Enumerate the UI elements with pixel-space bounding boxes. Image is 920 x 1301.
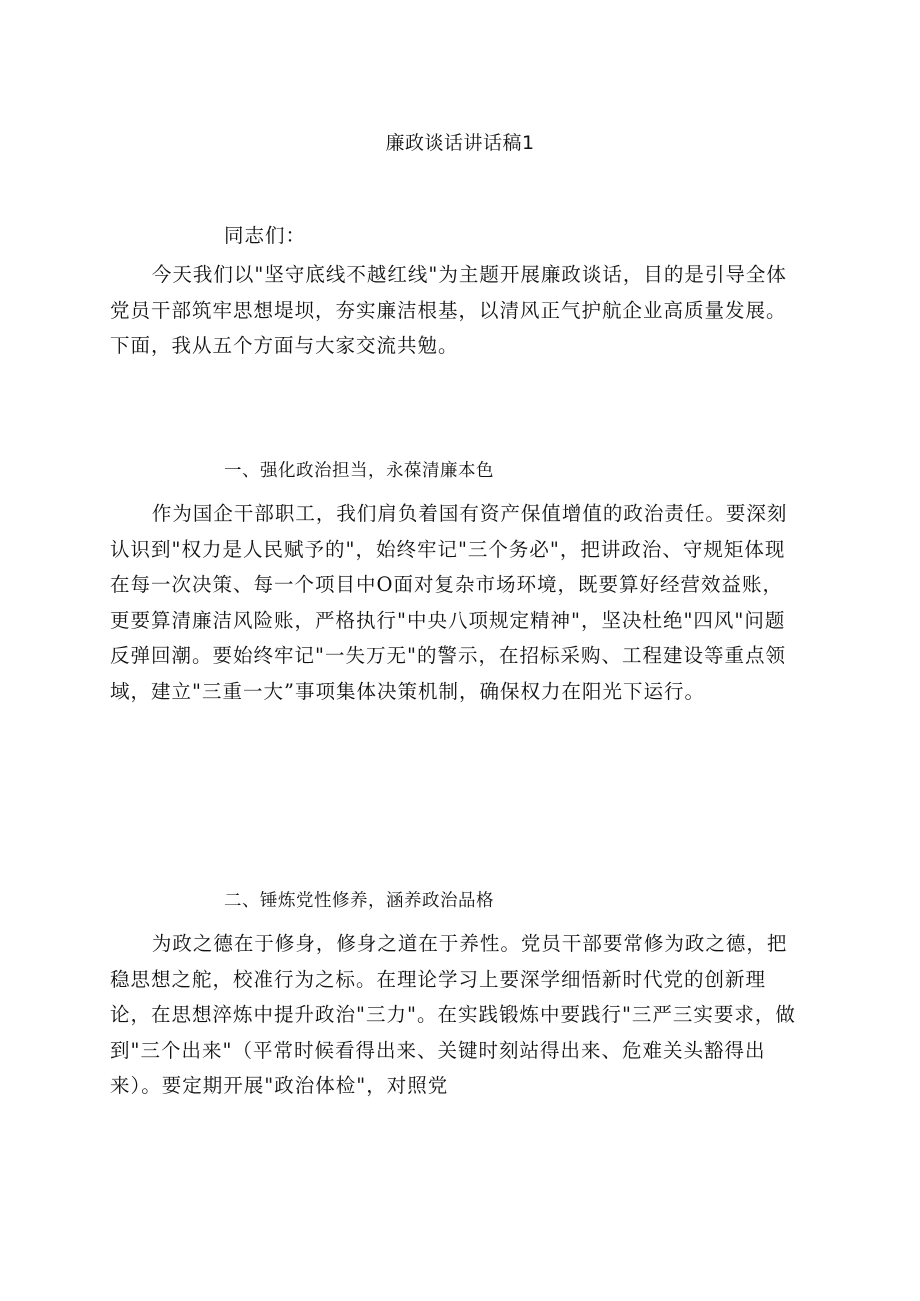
- document-title: 廉政谈话讲话稿1: [385, 132, 535, 154]
- section-heading-2: 二、锤炼党性修养，涵养政治品格: [224, 891, 494, 911]
- greeting: 同志们：: [224, 224, 307, 247]
- section-body-1: 作为国企干部职工，我们肩负着国有资产保值增值的政治责任。要深刻认识到"权力是人民赋予的"，始终牢记"三个务必"，把讲政治、守规矩体现在每一次决策、每一个项目中O面对复杂市场环境，既要算好经营效益账，更要算清廉洁风险账，严格执行"中央八项规定精神"，坚决杜绝"四风"问题反弹回潮。要始终牢记"一失万无"的警示，在招标采购、工程建设等重点领域，建立"三重一大”事项集体决策机制，确保权力在阳光下运行。: [110, 502, 788, 703]
- section-body-2: 为政之德在于修身，修身之道在于养性。党员干部要常修为政之德，把稳思想之舵，校准行为之标。在理论学习上要深学细悟新时代党的创新理论，在思想淬炼中提升政治"三力"。在实践锻炼中要践行"三严三实要求，做到"三个出来"（平常时候看得出来、关键时刻站得出来、危难关头豁得出来）。要定期开展"政治体检"，对照党: [110, 932, 796, 1097]
- intro-paragraph: 今天我们以"坚守底线不越红线"为主题开展廉政谈话，目的是引导全体党员干部筑牢思想堤坝，夯实廉洁根基，以清风正气护航企业高质量发展。下面，我从五个方面与大家交流共勉。: [110, 263, 787, 357]
- section-heading-1: 一、强化政治担当，永葆清廉本色: [224, 461, 494, 481]
